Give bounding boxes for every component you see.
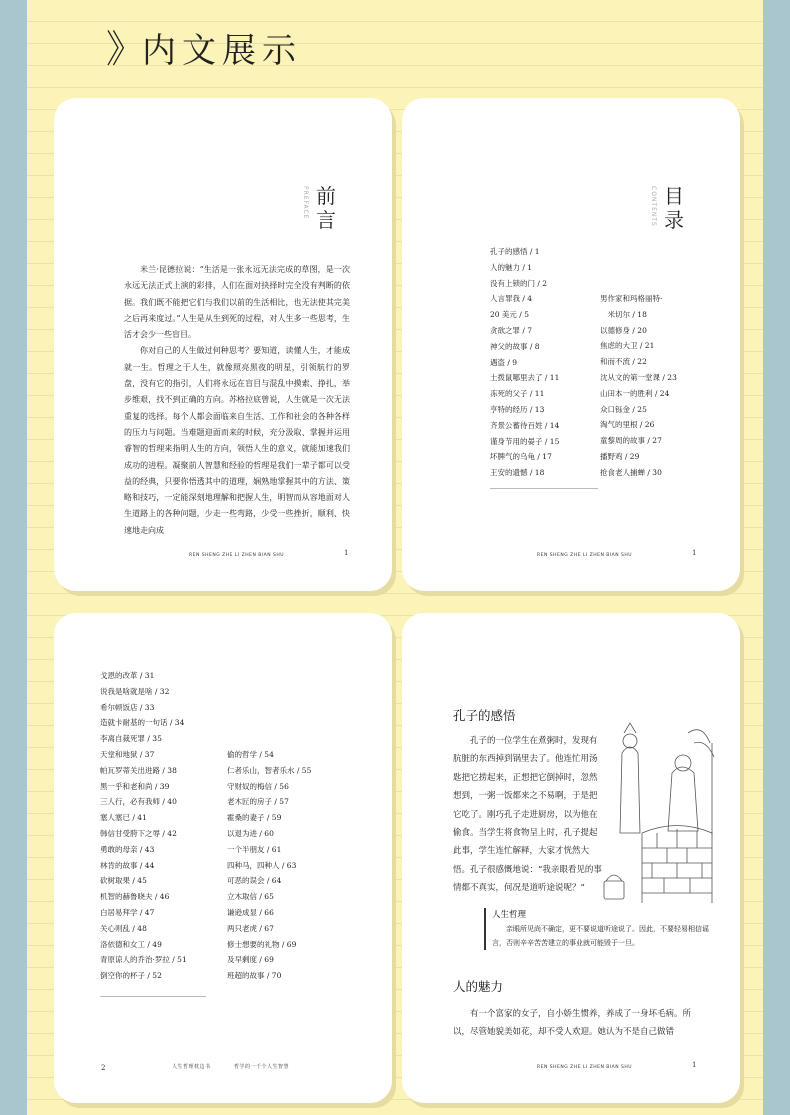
toc-item[interactable]: 冻死的父子 / 11 [490,389,545,399]
toc-item[interactable]: 老木匠的房子 / 57 [227,797,289,807]
toc-item[interactable]: 关心则乱 / 48 [100,923,147,933]
toc-item[interactable]: 勇敢的母亲 / 43 [100,844,155,854]
story-title-2: 人的魅力 [453,979,504,994]
section-heading [106,18,302,73]
toc-item[interactable]: 20 美元 / 5 [490,310,529,320]
toc-item[interactable]: 希尔顿饭店 / 33 [100,702,155,712]
chevron-icon: 》 [106,27,139,71]
toc-item[interactable]: 众口铄金 / 25 [600,404,647,414]
toc-item[interactable]: 和而不流 / 22 [600,357,647,367]
toc-item[interactable]: 帕瓦罗蒂关出进路 / 38 [100,765,177,775]
toc-item[interactable]: 男作家和玛格丽特· [600,294,663,303]
toc-item[interactable]: 王安的遗憾 / 18 [490,468,545,478]
toc-item[interactable]: 没有上锁的门 / 2 [490,278,548,288]
toc-divider [100,996,206,997]
toc-item[interactable]: 以退为进 / 60 [227,828,274,838]
footer-book-title: 人生哲理枕边书 [172,1064,211,1070]
toc-item[interactable]: 林肯的故事 / 44 [100,860,155,870]
toc-item[interactable]: 焦虑的大卫 / 21 [600,341,655,351]
preface-page [54,98,392,591]
toc-item[interactable]: 播野鸡 / 29 [600,451,640,461]
toc-item[interactable]: 人的魅力 / 1 [490,262,533,272]
toc-item[interactable]: 两只老虎 / 67 [227,923,274,933]
toc-item[interactable]: 坏脾气的乌龟 / 17 [490,452,552,462]
page-number: 1 [692,1061,697,1069]
preface-paragraph: 你对自己的人生做过何种思考？要知道，读懂人生，才能成就一生。哲理之于人生，就像照亮黑夜的明星，引领航行的罗盘，没有它的指引，人们将永远在盲目与混乱中摸索、挣扎，举步维艰，找不到正确的方向。苏格拉底曾说，人生就是一次无法重复的选择。每个人都会面临来自生活、工作和社会的各种各样的压力与问题。当难题迎面而来的时候，充分汲取、掌握并运用睿智的哲理来指明人生的方向，领悟人生的意义，就能加速我们成功的进程。凝聚前人智慧和经验的哲理是我们一辈子都可以受益的经典，只要你悟透其中的道理，娴熟地掌握其中的方法、策略和技巧，一定能深刻地理解和把握人生，明智而从容地面对人生道路上的各种问题，少走一些弯路，少受一些挫折，顺利、快速地走向成 [124,346,350,535]
toc-item[interactable]: 韩信甘受胯下之辱 / 42 [100,828,177,838]
toc-item[interactable]: 谨身节用的晏子 / 15 [490,436,560,446]
lesson-box [484,908,722,950]
page-number: 1 [344,549,349,557]
page-number: 1 [692,549,697,557]
toc-item[interactable]: 白居易拜学 / 47 [100,907,155,917]
toc-item[interactable]: 天堂和地狱 / 37 [100,749,155,759]
toc-item[interactable]: 机智的赫鲁晓夫 / 46 [100,892,170,902]
toc-item[interactable]: 倒空你的杯子 / 52 [100,971,162,981]
toc-item[interactable]: 霍桑的妻子 / 59 [227,813,282,823]
toc-item[interactable]: 贪欲之罪 / 7 [490,325,533,335]
footer-logo: REN SHENG ZHE LI ZHEN BIAN SHU [189,553,285,558]
toc-item[interactable]: 一个半朋友 / 61 [227,844,282,854]
footer-logo: REN SHENG ZHE LI ZHEN BIAN SHU [537,553,633,558]
toc-item[interactable]: 塞人塞已 / 41 [100,813,147,823]
story-page [402,613,740,1103]
toc-column-1 [100,668,187,984]
toc-item[interactable]: 土拨鼠哪里去了 / 11 [490,373,560,383]
toc-item[interactable]: 淘气的里根 / 26 [600,420,655,430]
toc-item[interactable]: 班超的故事 / 70 [227,971,282,981]
footer-subtitle: 哲学的一千个人生智慧 [234,1064,290,1070]
toc-item[interactable]: 山田本一的胜利 / 24 [600,388,670,398]
toc-column-2 [600,291,677,481]
story-illustration [602,713,732,903]
lesson-text: 亲眼所见尚不确定，更不要说道听途说了。因此，不要轻易相信谣言，否则辛辛苦苦建立的事业就可能毁于一旦。 [492,925,709,947]
toc-item[interactable]: 四种马，四种人 / 63 [227,860,297,870]
toc-item[interactable]: 洛依德和女工 / 49 [100,939,162,949]
toc-item[interactable]: 修士想要的礼物 / 69 [227,939,297,949]
toc-item[interactable]: 沈从文的第一堂课 / 23 [600,372,677,382]
toc-divider [490,488,598,489]
contents-subtitle: CONTENTS [650,186,657,227]
toc-item[interactable]: 及早剩度 / 69 [227,955,274,965]
contents-page [402,98,740,591]
toc-item[interactable]: 孔子的感悟 / 1 [490,247,540,256]
toc-item[interactable]: 人言罪我 / 4 [490,294,533,304]
toc-item[interactable]: 造就卡耐基的一句话 / 34 [100,718,185,728]
toc-item[interactable]: 谦逊成显 / 66 [227,907,274,917]
toc-item[interactable]: 李离自裁死罪 / 35 [100,734,162,744]
toc-item[interactable]: 仁者乐山，智者乐水 / 55 [227,765,312,775]
toc-item[interactable]: 亨特的经历 / 13 [490,404,545,414]
story-paragraph-1: 孔子的一位学生在煮粥时，发现有肮脏的东西掉到锅里去了。他连忙用汤匙把它捞起来，正想把它倒掉时，忽然想到，一粥一饭都来之不易啊，于是把它吃了。刚巧孔子走进厨房，以为他在偷食。当学生将食物呈上时，孔子提起此事，学生连忙解释，大家才恍然大悟。孔子很感慨地说：“我亲眼看见的事情都不真实，何况是道听途说呢？” [453,736,602,894]
toc-item[interactable]: 黑一乎和老和尚 / 39 [100,781,170,791]
page-number: 2 [101,1064,106,1072]
story-paragraph-2: 有一个富家的女子，自小娇生惯养，养成了一身坏毛病。所以，尽管她貌美如花，却不受人欢迎。她认为不是自己做错 [453,1009,692,1038]
story-title-1: 孔子的感悟 [453,708,516,723]
toc-item[interactable]: 童黎周的故事 / 27 [600,436,662,446]
preface-body [124,262,350,539]
toc-column-2 [227,747,311,984]
lesson-title: 人生哲理 [492,910,527,920]
toc-item[interactable]: 遇盗 / 9 [490,357,518,367]
toc-item[interactable]: 抢食老人捕蝉 / 30 [600,467,662,477]
toc-item[interactable]: 偷的哲学 / 54 [227,750,274,759]
toc-item[interactable]: 齐景公蓄待百姓 / 14 [490,420,560,430]
toc-item[interactable]: 以德修身 / 20 [600,325,647,335]
toc-item[interactable]: 戈恩的改革 / 31 [100,671,155,680]
footer-logo: REN SHENG ZHE LI ZHEN BIAN SHU [537,1065,633,1070]
heading-title: 内文展示 [142,31,303,71]
toc-item[interactable]: 守财奴的梅信 / 56 [227,781,289,791]
toc-item[interactable]: 可恶的误会 / 64 [227,876,282,886]
toc-item[interactable]: 青原谅人的乔治·罗拉 / 51 [100,955,187,965]
toc-item[interactable]: 说我是啥就是啥 / 32 [100,686,170,696]
toc-item[interactable]: 米切尔 / 18 [600,309,647,319]
contents-title: 目 录 [664,184,684,232]
preface-title: 前 言 [316,184,336,232]
toc-item[interactable]: 立木取信 / 65 [227,892,274,902]
preface-subtitle: PREFACE [302,186,309,220]
toc-item[interactable]: 三人行，必有我师 / 40 [100,797,177,807]
contents-continued-page [54,613,392,1103]
toc-item[interactable]: 砍树取果 / 45 [100,876,147,886]
preface-paragraph: 米兰·昆德拉说：“生活是一张永远无法完成的草图，是一次永远无法正式上演的彩排，人们在面对抉择时完全没有判断的依据。我们既不能把它们与我们以前的生活相比，也无法使其完美之后再来度过。”人生是从生到死的过程，对人生多一些思考，生活才会少一些盲目。 [124,265,350,340]
toc-item[interactable]: 神父的故事 / 8 [490,341,540,351]
toc-column-1 [490,244,559,481]
